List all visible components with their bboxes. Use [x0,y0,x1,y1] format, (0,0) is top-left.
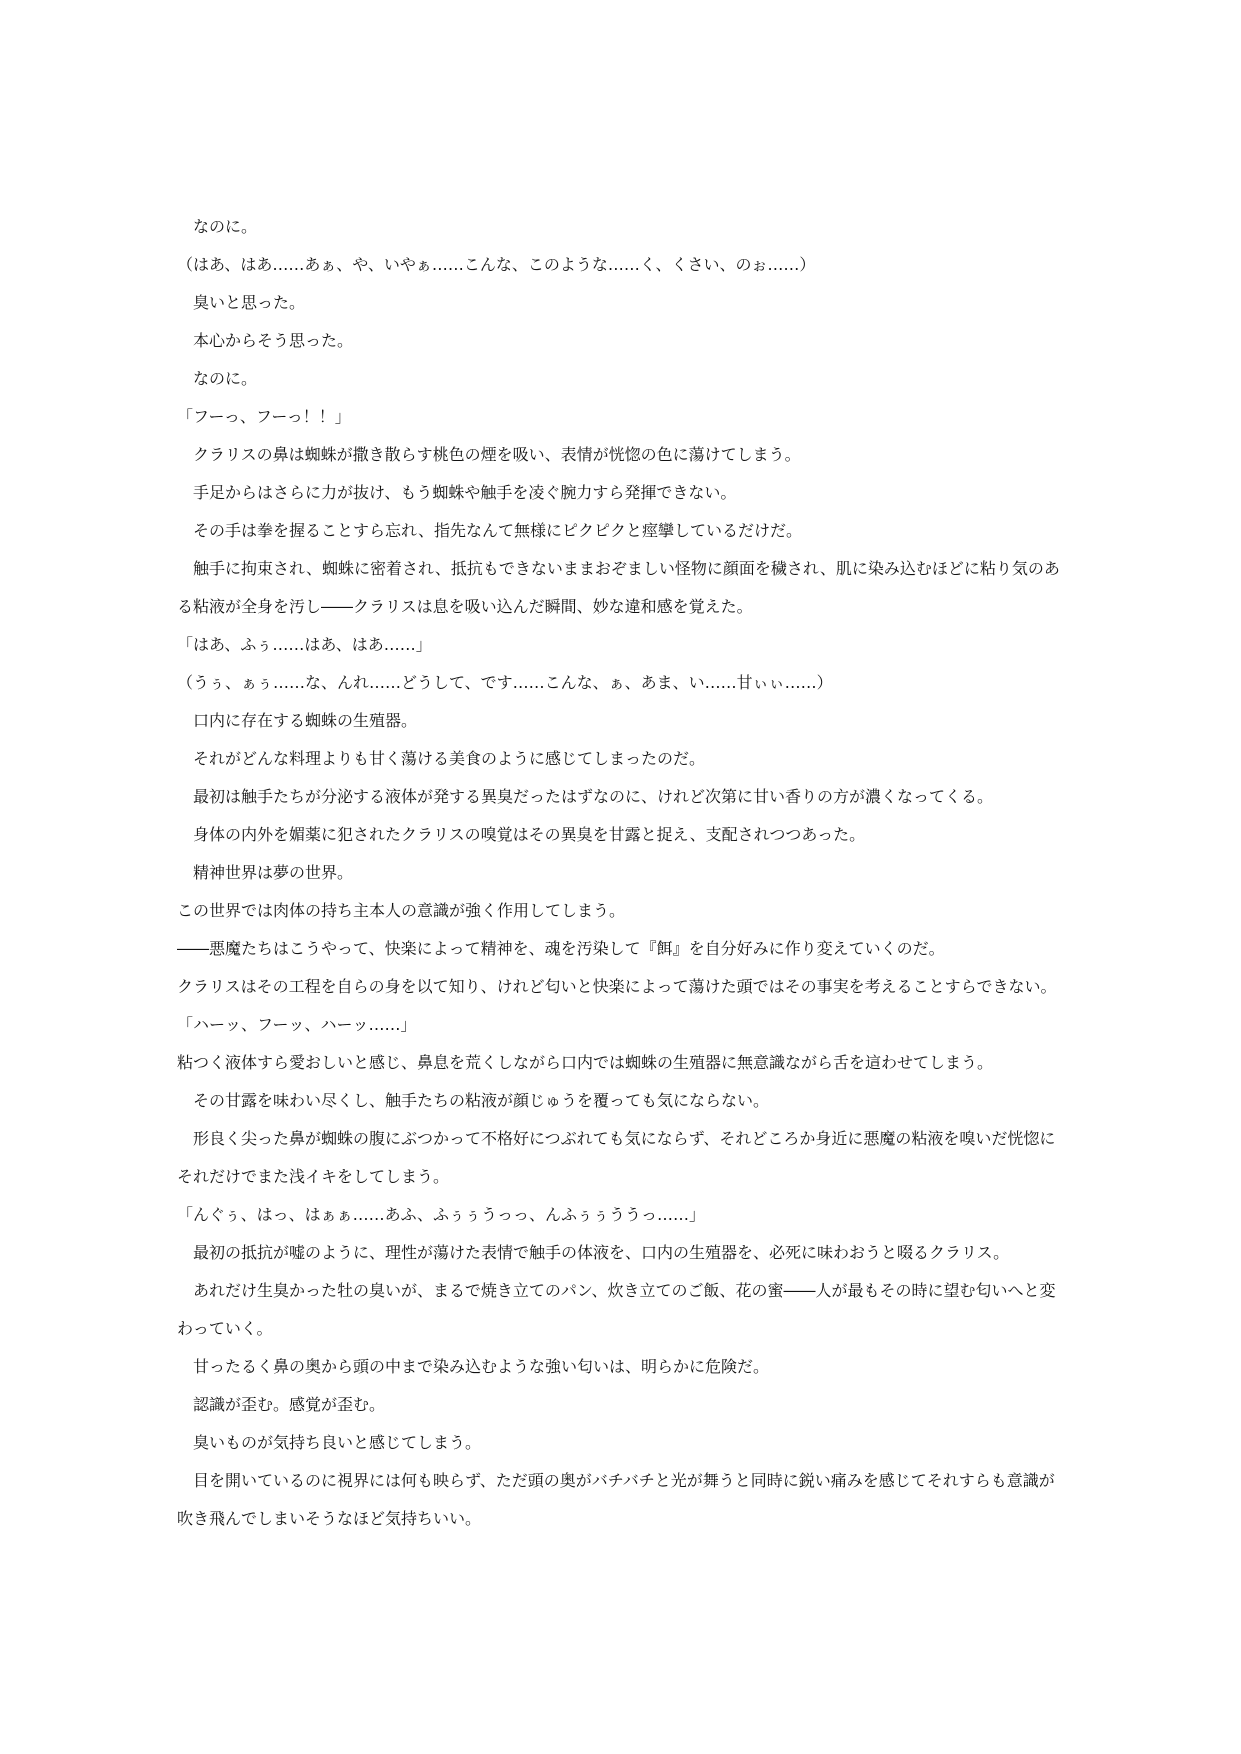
paragraph: 「んぐぅ、はっ、はぁぁ……あふ、ふぅぅうっっ、んふぅぅううっ……」 [177,1205,706,1224]
paragraph: この世界では肉体の持ち主本人の意識が強く作用してしまう。 [177,901,626,920]
paragraph: 粘つく液体すら愛おしいと感じ、鼻息を荒くしながら口内では蜘蛛の生殖器に無意識ながら舌を這わせてしまう。 [177,1053,994,1072]
paragraph: 本心からそう思った。 [177,331,354,350]
paragraph: 目を開いているのに視界には何も映らず、ただ頭の奥がバチバチと光が舞うと同時に鋭い痛みを感じてそれすらも意識が吹き飛んでしまいそうなほど気持ちいい。 [177,1471,1055,1528]
paragraph: 手足からはさらに力が抜け、もう蜘蛛や触手を凌ぐ腕力すら発揮できない。 [177,483,737,502]
document-page [177,208,1063,1538]
paragraph: その手は拳を握ることすら忘れ、指先なんて無様にピクピクと痙攣しているだけだ。 [177,521,802,540]
paragraph: 甘ったるく鼻の奥から頭の中まで染み込むような強い匂いは、明らかに危険だ。 [177,1357,770,1376]
paragraph: 精神世界は夢の世界。 [177,863,354,882]
paragraph: （うぅ、ぁぅ……な、んれ……どうして、です……こんな、ぁ、あま、い……甘ぃぃ……） [177,673,833,692]
paragraph: ――悪魔たちはこうやって、快楽によって精神を、魂を汚染して『餌』を自分好みに作り変えていくのだ。 [177,939,945,958]
paragraph: その甘露を味わい尽くし、触手たちの粘液が顔じゅうを覆っても気にならない。 [177,1091,770,1110]
paragraph: 最初は触手たちが分泌する液体が発する異臭だったはずなのに、けれど次第に甘い香りの方が濃くなってくる。 [177,787,994,806]
paragraph: （はあ、はあ……あぁ、や、いやぁ……こんな、このような……く、くさい、のぉ……） [177,255,816,274]
paragraph: あれだけ生臭かった牡の臭いが、まるで焼き立てのパン、炊き立てのご飯、花の蜜――人が最もその時に望む匂いへと変わっていく。 [177,1281,1056,1338]
paragraph: 臭いものが気持ち良いと感じてしまう。 [177,1433,482,1452]
paragraph: 口内に存在する蜘蛛の生殖器。 [177,711,418,730]
paragraph: 身体の内外を媚薬に犯されたクラリスの嗅覚はその異臭を甘露と捉え、支配されつつあった。 [177,825,866,844]
paragraph: なのに。 [177,369,258,388]
paragraph: 臭いと思った。 [177,293,306,312]
paragraph: 最初の抵抗が嘘のように、理性が蕩けた表情で触手の体液を、口内の生殖器を、必死に味わおうと啜るクラリス。 [177,1243,1010,1262]
paragraph: クラリスはその工程を自らの身を以て知り、けれど匂いと快楽によって蕩けた頭ではその事実を考えることすらできない。 [177,977,1057,996]
paragraph: 「フーっ、フーっ！！」 [177,407,351,426]
paragraph: 「はあ、ふぅ……はあ、はあ……」 [177,635,432,654]
paragraph: 触手に拘束され、蜘蛛に密着され、抵抗もできないままおぞましい怪物に顔面を穢され、肌に染み込むほどに粘り気のある粘液が全身を汚し――クラリスは息を吸い込んだ瞬間、妙な違和感を覚えた。 [177,559,1060,616]
paragraph: クラリスの鼻は蜘蛛が撒き散らす桃色の煙を吸い、表情が恍惚の色に蕩けてしまう。 [177,445,801,464]
paragraph: 認識が歪む。感覚が歪む。 [177,1395,386,1414]
paragraph: それがどんな料理よりも甘く蕩ける美食のように感じてしまったのだ。 [177,749,706,768]
paragraph: 形良く尖った鼻が蜘蛛の腹にぶつかって不格好につぶれても気にならず、それどころか身近に悪魔の粘液を嗅いだ恍惚にそれだけでまた浅イキをしてしまう。 [177,1129,1056,1186]
paragraph: 「ハーッ、フーッ、ハーッ……」 [177,1015,417,1034]
paragraph: なのに。 [177,217,258,236]
